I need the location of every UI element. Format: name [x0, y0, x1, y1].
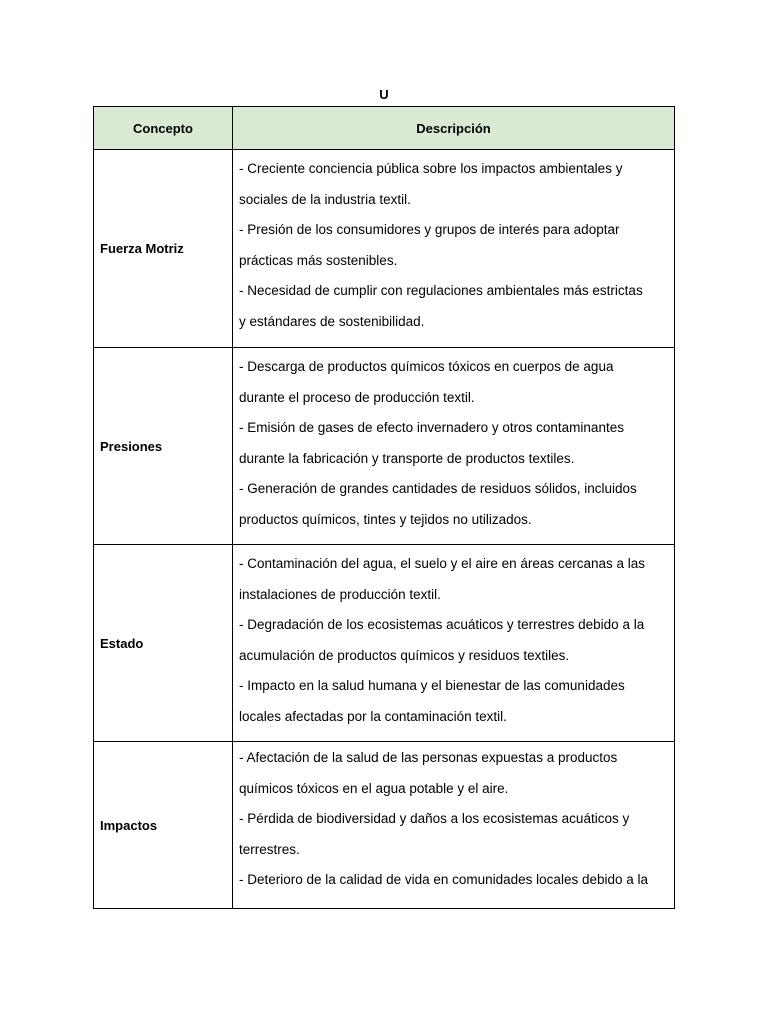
dpsir-table	[93, 106, 675, 909]
description-line: - Necesidad de cumplir con regulaciones ambientales más estrictas	[239, 283, 643, 299]
concept-cell: Fuerza Motriz	[94, 150, 233, 348]
description-line: - Creciente conciencia pública sobre los impactos ambientales y	[239, 161, 623, 176]
concept-cell: Estado	[94, 545, 233, 742]
description-line: - Emisión de gases de efecto invernadero y otros contaminantes	[239, 420, 624, 436]
description-line: prácticas más sostenibles.	[239, 252, 398, 268]
description-line: - Contaminación del agua, el suelo y el aire en áreas cercanas a las	[239, 556, 645, 571]
description-line: - Deterioro de la calidad de vida en comunidades locales debido a la	[239, 872, 649, 888]
description-line: terrestres.	[239, 841, 300, 857]
description-line: - Degradación de los ecosistemas acuáticos y terrestres debido a la	[239, 617, 645, 633]
description-cell	[233, 150, 675, 348]
table-row	[94, 348, 675, 545]
description-line: químicos tóxicos en el agua potable y el aire.	[239, 780, 509, 796]
description-line: - Generación de grandes cantidades de residuos sólidos, incluidos	[239, 481, 637, 497]
description-line: y estándares de sostenibilidad.	[239, 313, 425, 329]
description-line: - Afectación de la salud de las personas expuestas a productos	[239, 750, 618, 765]
description-line: instalaciones de producción textil.	[239, 586, 441, 602]
page-mark: U	[379, 87, 389, 102]
description-line: durante la fabricación y transporte de productos textiles.	[239, 450, 575, 466]
description-cell	[233, 348, 675, 545]
header-description: Descripción	[233, 107, 675, 150]
description-line: sociales de la industria textil.	[239, 191, 411, 207]
description-line: locales afectadas por la contaminación textil.	[239, 708, 507, 724]
description-line: - Pérdida de biodiversidad y daños a los ecosistemas acuáticos y	[239, 811, 630, 827]
description-cell	[233, 545, 675, 742]
table-header-row	[94, 107, 675, 150]
description-line: productos químicos, tintes y tejidos no utilizados.	[239, 511, 532, 527]
table-row	[94, 150, 675, 348]
concept-cell: Impactos	[94, 742, 233, 909]
description-line: - Presión de los consumidores y grupos de interés para adoptar	[239, 222, 620, 238]
header-concept: Concepto	[94, 107, 233, 150]
concept-cell: Presiones	[94, 348, 233, 545]
table-row	[94, 742, 675, 909]
description-line: - Descarga de productos químicos tóxicos en cuerpos de agua	[239, 359, 614, 374]
description-line: - Impacto en la salud humana y el bienestar de las comunidades	[239, 678, 625, 694]
description-cell	[233, 742, 675, 909]
description-line: acumulación de productos químicos y residuos textiles.	[239, 647, 570, 663]
table-row	[94, 545, 675, 742]
description-line: durante el proceso de producción textil.	[239, 389, 475, 405]
